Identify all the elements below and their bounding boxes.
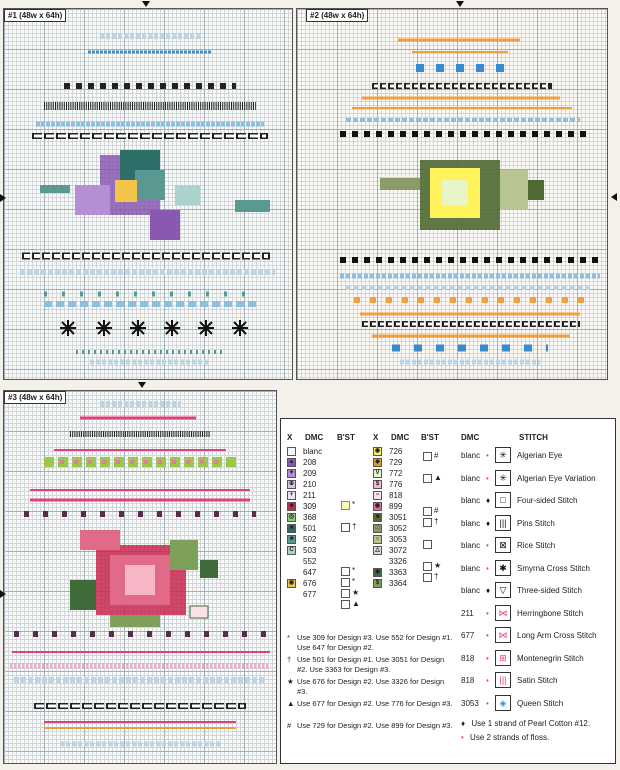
note-text: Use 729 for Design #2. Use 899 for Design #3. xyxy=(297,721,453,730)
bst-swatch xyxy=(341,578,350,587)
color-swatch: ◉ xyxy=(374,448,381,454)
stitch-name: Queen Stitch xyxy=(517,698,564,708)
note-mark: * xyxy=(287,633,290,642)
bst-mark: # xyxy=(434,451,439,460)
stitch-dmc: 818 xyxy=(461,653,475,663)
key-header-stitch: STITCH xyxy=(519,433,548,442)
stitch-mark: • xyxy=(486,451,489,460)
bst-mark: ★ xyxy=(434,561,442,570)
stitch-dmc: blanc xyxy=(461,563,481,573)
dmc-number: 502 xyxy=(303,535,317,544)
stitch-diagram-icon: ⊞ xyxy=(495,650,511,666)
footnote-1 xyxy=(461,719,590,728)
bst-swatch xyxy=(423,518,432,527)
note-text: Use 309 for Design #3. Use 552 for Design #1. Use 647 for Design #2. xyxy=(297,633,453,652)
dmc-number: 647 xyxy=(303,568,317,577)
note-text: Use 501 for Design #1. Use 3051 for Design #2. Use 3363 for Design #3. xyxy=(297,655,445,674)
stitch-name: Montenegrin Stitch xyxy=(517,653,584,663)
stitch-diagram-icon: ▽ xyxy=(495,582,511,598)
dmc-number: 3053 xyxy=(389,535,407,544)
key-header-dmc: DMC xyxy=(305,433,324,442)
bst-swatch xyxy=(341,523,350,532)
color-swatch: ◆ xyxy=(373,458,382,467)
color-swatch: + xyxy=(287,491,296,500)
bst-swatch xyxy=(423,452,432,461)
dmc-number: 210 xyxy=(303,480,317,489)
footnote-2-text: Use 2 strands of floss. xyxy=(470,733,550,742)
stitch-diagram-icon: ✱ xyxy=(495,560,511,576)
color-swatch: ■ xyxy=(373,513,382,522)
dmc-number: 368 xyxy=(303,513,317,522)
note-mark: † xyxy=(287,655,292,664)
color-swatch: $ xyxy=(373,480,382,489)
bst-swatch xyxy=(423,474,432,483)
dmc-number: 211 xyxy=(303,491,316,500)
dmc-number: 818 xyxy=(389,491,403,500)
design-3-label: #3 (48w x 64h) xyxy=(4,391,66,404)
design-3-chart xyxy=(0,0,300,770)
color-swatch: △ xyxy=(373,546,382,555)
stitch-diagram-icon: ||| xyxy=(495,515,511,531)
stitch-dmc: blanc xyxy=(461,541,481,550)
stitch-diagram-icon: ||| xyxy=(495,672,511,688)
color-swatch: ⊕ xyxy=(288,481,295,487)
stitch-diagram-icon: ✳ xyxy=(495,470,511,486)
bst-mark: * xyxy=(352,577,356,586)
color-swatch: $ xyxy=(373,579,382,588)
stitch-name: Satin Stitch xyxy=(517,676,558,685)
dmc-number: 3072 xyxy=(389,546,407,555)
dmc-number: 3326 xyxy=(389,557,407,566)
dmc-number: 676 xyxy=(303,579,317,588)
color-swatch: − xyxy=(373,491,382,500)
stitch-name: Algerian Eye xyxy=(517,451,563,460)
dmc-number: 552 xyxy=(303,557,317,566)
note-mark: # xyxy=(287,721,292,730)
stitch-name: Algerian Eye Variation xyxy=(517,473,596,483)
bst-swatch xyxy=(341,600,350,609)
color-swatch: C xyxy=(287,546,296,555)
key-header-bst: B'ST xyxy=(337,433,355,442)
color-swatch: ✦ xyxy=(288,470,295,476)
dmc-number: 3364 xyxy=(389,579,407,588)
key-header-dmc2: DMC xyxy=(391,433,410,442)
color-swatch: ◉ xyxy=(374,503,381,509)
key-header-bst2: B'ST xyxy=(421,433,439,442)
dmc-number: 677 xyxy=(303,590,317,599)
key-header-x: X xyxy=(287,433,293,442)
color-swatch: ■ xyxy=(287,524,296,533)
color-swatch: ◎ xyxy=(288,514,295,520)
dmc-number: 776 xyxy=(389,480,403,489)
stitch-mark: ♦ xyxy=(486,496,491,505)
bst-swatch xyxy=(341,501,350,510)
stitch-name: Long Arm Cross Stitch xyxy=(517,631,597,640)
design-2-label: #2 (48w x 64h) xyxy=(306,9,368,22)
dmc-number: 726 xyxy=(389,447,403,456)
stitch-dmc: blanc xyxy=(461,451,481,460)
key-header-x2: X xyxy=(373,433,379,442)
bst-swatch xyxy=(423,562,432,571)
color-swatch: ■ xyxy=(287,502,296,511)
stitch-name: Pins Stitch xyxy=(517,518,555,528)
stitch-mark: ♦ xyxy=(486,518,491,528)
stitch-name: Rice Stitch xyxy=(517,541,556,550)
bst-mark: # xyxy=(434,506,439,515)
color-swatch xyxy=(287,447,296,456)
stitch-mark: • xyxy=(486,608,489,618)
dmc-number: 729 xyxy=(389,458,403,467)
bst-mark: ★ xyxy=(352,588,360,597)
dmc-number: 209 xyxy=(303,469,317,478)
bst-mark: * xyxy=(352,566,356,575)
bst-swatch xyxy=(341,589,350,598)
stitch-dmc: 3053 xyxy=(461,698,479,708)
note-text: Use 676 for Design #2. Use 3326 for Design #3. xyxy=(297,677,445,696)
dmc-number: 772 xyxy=(389,469,403,478)
stitch-name: Four-sided Stitch xyxy=(517,496,578,505)
dmc-number: 309 xyxy=(303,502,317,511)
stitch-diagram-icon: ⋈ xyxy=(495,627,511,643)
note-text: Use 677 for Design #2. Use 776 for Design #3. xyxy=(297,699,453,708)
footnote-1-text: Use 1 strand of Pearl Cotton #12. xyxy=(471,719,591,728)
stitch-mark: ♦ xyxy=(486,586,491,595)
bst-mark: † xyxy=(434,517,439,526)
stitch-diagram-icon: ◈ xyxy=(495,695,511,711)
stitch-dmc: blanc xyxy=(461,496,481,505)
footnote-2-mark: • xyxy=(461,733,464,742)
stitch-mark: • xyxy=(486,563,489,573)
stitch-mark: • xyxy=(486,541,489,550)
dmc-number: 3052 xyxy=(389,524,407,533)
stitch-name: Three-sided Stitch xyxy=(517,586,582,595)
stitch-dmc: 211 xyxy=(461,608,474,618)
bst-swatch xyxy=(423,573,432,582)
stitch-dmc: blanc xyxy=(461,586,481,595)
bst-mark: † xyxy=(352,522,357,531)
footnote-2 xyxy=(461,733,549,742)
stitch-mark: • xyxy=(486,676,489,685)
stitch-mark: • xyxy=(486,653,489,663)
dmc-number: 3051 xyxy=(389,513,407,522)
stitch-dmc: 677 xyxy=(461,631,475,640)
key-header-dmc3: DMC xyxy=(461,433,480,442)
stitch-diagram-icon: ⋈ xyxy=(495,605,511,621)
stitch-dmc: blanc xyxy=(461,473,481,483)
design-1-label: #1 (48w x 64h) xyxy=(4,9,66,22)
bst-mark: ▲ xyxy=(434,473,442,482)
color-swatch: □ xyxy=(373,524,382,533)
bst-swatch xyxy=(341,567,350,576)
stitch-dmc: 818 xyxy=(461,676,475,685)
color-swatch: ■ xyxy=(287,535,296,544)
footnote-1-mark: ♦ xyxy=(461,719,466,728)
note-mark: ▲ xyxy=(287,699,295,708)
stitch-diagram-icon: □ xyxy=(495,492,511,508)
color-swatch: ○ xyxy=(373,535,382,544)
bst-mark: * xyxy=(352,500,356,509)
bst-swatch xyxy=(423,507,432,516)
note-mark: ★ xyxy=(287,677,294,686)
dmc-number: 503 xyxy=(303,546,317,555)
color-swatch: V xyxy=(373,469,382,478)
color-key xyxy=(280,418,616,764)
stitch-mark: • xyxy=(486,473,489,483)
dmc-number: 208 xyxy=(303,458,317,467)
bst-mark: † xyxy=(434,572,439,581)
bst-swatch xyxy=(423,540,432,549)
color-swatch: ◉ xyxy=(288,580,295,586)
stitch-name: Herringbone Stitch xyxy=(517,608,584,618)
stitch-mark: • xyxy=(486,631,489,640)
dmc-number: blanc xyxy=(303,447,323,456)
color-swatch: ▲ xyxy=(288,459,295,465)
stitch-dmc: blanc xyxy=(461,518,481,528)
stitch-diagram-icon: ⊠ xyxy=(495,537,511,553)
dmc-number: 501 xyxy=(303,524,317,533)
dmc-number: 3363 xyxy=(389,568,407,577)
stitch-diagram-icon: ✳ xyxy=(495,447,511,463)
stitch-mark: • xyxy=(486,698,489,708)
dmc-number: 899 xyxy=(389,502,403,511)
bst-mark: ▲ xyxy=(352,599,360,608)
stitch-name: Smyrna Cross Stitch xyxy=(517,563,590,573)
color-swatch: ◆ xyxy=(373,568,382,577)
